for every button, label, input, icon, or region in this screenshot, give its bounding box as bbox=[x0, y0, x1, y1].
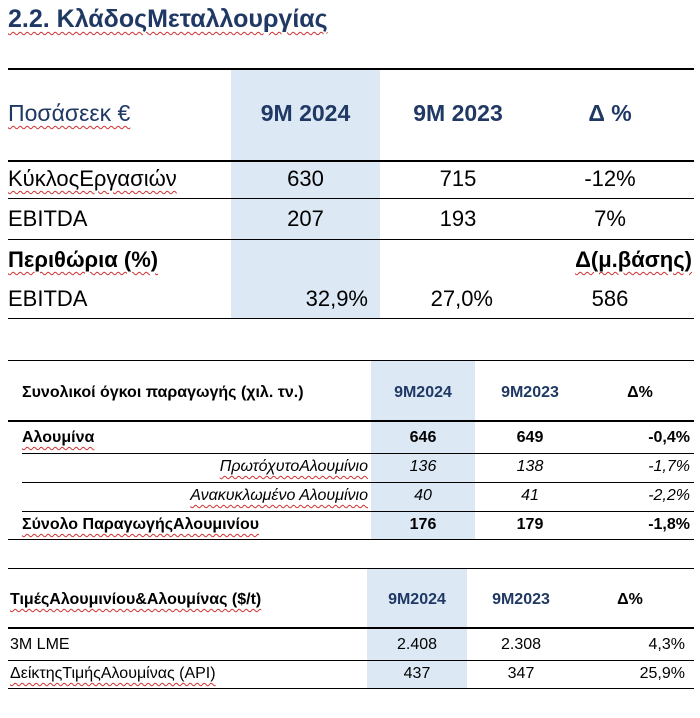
value-delta: -2,2% bbox=[648, 487, 690, 504]
value-9m2023: 193 bbox=[439, 206, 477, 231]
table3-bottom-rule bbox=[8, 688, 694, 689]
value-9m2024: 646 bbox=[409, 429, 437, 446]
col-header-9m2023: 9M 2023 bbox=[413, 100, 503, 126]
col-header-9m2023: 9M2023 bbox=[501, 384, 559, 401]
label-text: ΚύκλοςΕργασιών bbox=[8, 166, 177, 191]
label-text: 2.2. ΚλάδοςΜεταλλουργίας bbox=[8, 5, 328, 33]
row-label: 3M LME bbox=[10, 636, 70, 653]
col-header-delta: Δ% bbox=[617, 591, 643, 608]
label-text: Δ(μ.βάσης) bbox=[575, 247, 692, 272]
table1-bottom-rule bbox=[8, 318, 694, 319]
value-9m2023: 138 bbox=[516, 458, 544, 475]
label-text: Αλουμίνα bbox=[22, 429, 95, 446]
margins-label bbox=[8, 247, 158, 273]
table1-header-rule bbox=[8, 160, 694, 162]
table2-bottom-rule bbox=[8, 539, 694, 540]
value-9m2024: 437 bbox=[403, 665, 431, 682]
value-9m2023: 649 bbox=[516, 429, 544, 446]
value-9m2024: 40 bbox=[414, 487, 432, 504]
row-divider bbox=[22, 482, 694, 483]
row-label bbox=[22, 487, 368, 505]
prices-header-label bbox=[10, 591, 261, 609]
value-9m2024: 32,9% bbox=[305, 286, 368, 311]
row-divider bbox=[8, 660, 694, 661]
col-header-delta: Δ % bbox=[588, 100, 632, 126]
value-9m2023: 2.308 bbox=[500, 636, 542, 653]
row-label bbox=[22, 458, 368, 476]
value-9m2023: 179 bbox=[516, 516, 544, 533]
currency-label bbox=[8, 100, 130, 127]
label-text: ΔείκτηςΤιμήςΑλουμίνας (API) bbox=[10, 665, 216, 682]
production-header-label: Συνολικοί όγκοι παραγωγής (χιλ. τν.) bbox=[22, 384, 304, 401]
row-divider bbox=[8, 239, 694, 240]
col-header-9m2024: 9M 2024 bbox=[260, 100, 351, 126]
row-divider bbox=[22, 453, 694, 454]
col-header-9m2023: 9M2023 bbox=[492, 591, 550, 608]
table3-header-rule bbox=[8, 627, 694, 629]
value-9m2023: 27,0% bbox=[430, 286, 493, 311]
row-divider bbox=[8, 198, 694, 199]
row-label bbox=[10, 665, 216, 683]
label-text: Σύνολο ΠαραγωγήςΑλουμινίου bbox=[22, 516, 260, 533]
value-9m2023: 347 bbox=[507, 665, 535, 682]
value-9m2024: 630 bbox=[287, 166, 324, 191]
row-label bbox=[22, 516, 259, 534]
col-header-delta: Δ% bbox=[627, 384, 653, 401]
value-delta: -1,7% bbox=[648, 458, 690, 475]
table2-top-rule bbox=[8, 360, 694, 361]
label-text: Ανακυκλωμένο Αλουμίνιο bbox=[190, 487, 368, 504]
basis-points-label bbox=[520, 247, 692, 273]
section-title bbox=[8, 5, 328, 34]
row-label bbox=[8, 166, 177, 192]
value-delta: -1,8% bbox=[648, 516, 690, 533]
value-9m2024: 136 bbox=[409, 458, 437, 475]
value-delta: 25,9% bbox=[639, 665, 685, 682]
value-delta: -0,4% bbox=[648, 429, 690, 446]
row-label: EBITDA bbox=[8, 286, 88, 311]
value-9m2023: 715 bbox=[439, 166, 477, 191]
label-text: Ποσάσεεκ € bbox=[8, 100, 131, 126]
value-delta: -12% bbox=[584, 166, 636, 191]
value-delta: 586 bbox=[591, 286, 629, 311]
value-9m2023: 41 bbox=[521, 487, 539, 504]
table3-top-rule bbox=[8, 568, 694, 569]
label-text: ΤιμέςΑλουμινίου&Αλουμίνας ($/t) bbox=[10, 591, 262, 608]
value-delta: 7% bbox=[594, 206, 626, 231]
label-text: Περιθώρια (%) bbox=[8, 247, 159, 272]
value-9m2024: 207 bbox=[287, 206, 324, 231]
label-text: ΠρωτόχυτοΑλουμίνιο bbox=[219, 458, 368, 475]
value-delta: 4,3% bbox=[648, 636, 685, 653]
row-label bbox=[22, 429, 94, 447]
col-header-9m2024: 9M2024 bbox=[394, 384, 452, 401]
value-9m2024: 176 bbox=[409, 516, 437, 533]
table2-header-rule bbox=[8, 420, 694, 422]
row-divider bbox=[22, 511, 694, 512]
row-label: EBITDA bbox=[8, 206, 88, 231]
col-header-9m2024: 9M2024 bbox=[388, 591, 446, 608]
value-9m2024: 2.408 bbox=[396, 636, 438, 653]
table1-top-rule bbox=[8, 68, 694, 70]
